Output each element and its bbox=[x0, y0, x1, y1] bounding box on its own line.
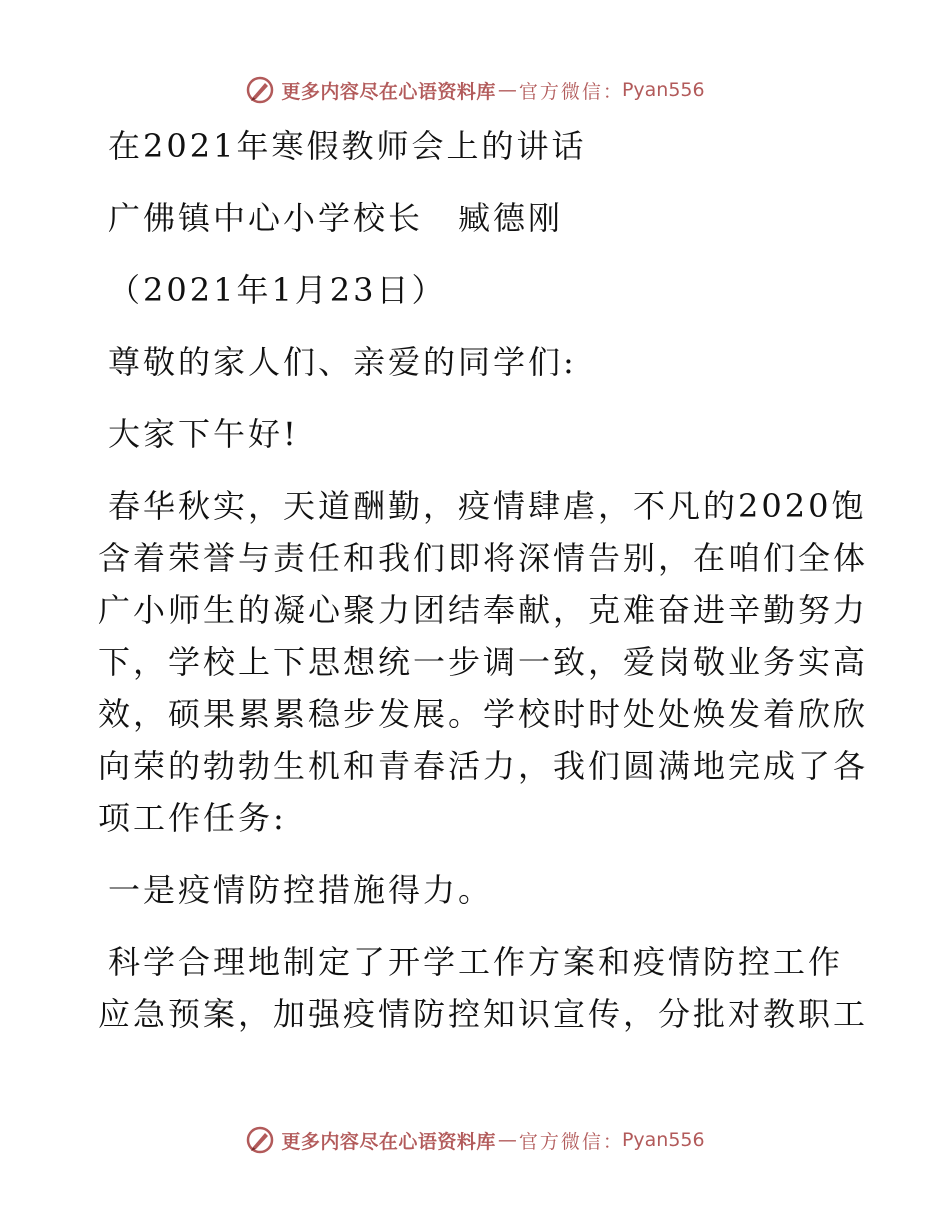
banner-main-text: 更多内容尽在心语资料库 bbox=[281, 1130, 496, 1153]
paragraph-line: 含着荣誉与责任和我们即将深情告别，在咱们全体 bbox=[98, 539, 869, 577]
salutation: 尊敬的家人们、亲爱的同学们: bbox=[108, 343, 577, 381]
pen-logo-icon bbox=[245, 75, 275, 105]
section-heading-1: 一是疫情防控措施得力。 bbox=[108, 871, 494, 909]
paragraph-1 bbox=[98, 480, 869, 844]
banner-dash: — bbox=[497, 1129, 517, 1151]
banner-wechat-id: Pyan556 bbox=[621, 1129, 705, 1151]
paragraph-line: 项工作任务: bbox=[98, 799, 287, 837]
pen-logo-icon bbox=[245, 1125, 275, 1155]
paragraph-line: 效，硕果累累稳步发展。学校时时处处焕发着欣欣 bbox=[98, 695, 869, 733]
greeting: 大家下午好! bbox=[108, 415, 299, 453]
document-body bbox=[98, 120, 869, 1040]
banner-official-label: 官方微信 bbox=[518, 1130, 603, 1153]
header-banner bbox=[0, 70, 950, 110]
paragraph-line: 下，学校上下思想统一步调一致，爱岗敬业务实高 bbox=[98, 643, 869, 681]
paragraph-line: 科学合理地制定了开学工作方案和疫情防控工作 bbox=[108, 943, 844, 981]
document-title: 在2021年寒假教师会上的讲话 bbox=[108, 127, 587, 165]
document-date: （2021年1月23日） bbox=[108, 271, 447, 309]
document-author: 广佛镇中心小学校长 臧德刚 bbox=[108, 199, 564, 237]
banner-official-label: 官方微信 bbox=[518, 80, 603, 103]
paragraph-line: 向荣的勃勃生机和青春活力，我们圆满地完成了各 bbox=[98, 747, 869, 785]
banner-separator: ： bbox=[602, 80, 622, 103]
paragraph-2 bbox=[98, 936, 869, 1040]
paragraph-line: 应急预案，加强疫情防控知识宣传，分批对教职工 bbox=[98, 995, 869, 1033]
banner-wechat-id: Pyan556 bbox=[621, 79, 705, 101]
banner-dash: — bbox=[497, 79, 517, 101]
paragraph-line: 春华秋实，天道酬勤，疫情肆虐，不凡的2020饱 bbox=[108, 487, 867, 525]
footer-banner bbox=[0, 1120, 950, 1160]
paragraph-line: 广小师生的凝心聚力团结奉献，克难奋进辛勤努力 bbox=[98, 591, 869, 629]
banner-main-text: 更多内容尽在心语资料库 bbox=[281, 80, 496, 103]
banner-separator: ： bbox=[602, 1130, 622, 1153]
